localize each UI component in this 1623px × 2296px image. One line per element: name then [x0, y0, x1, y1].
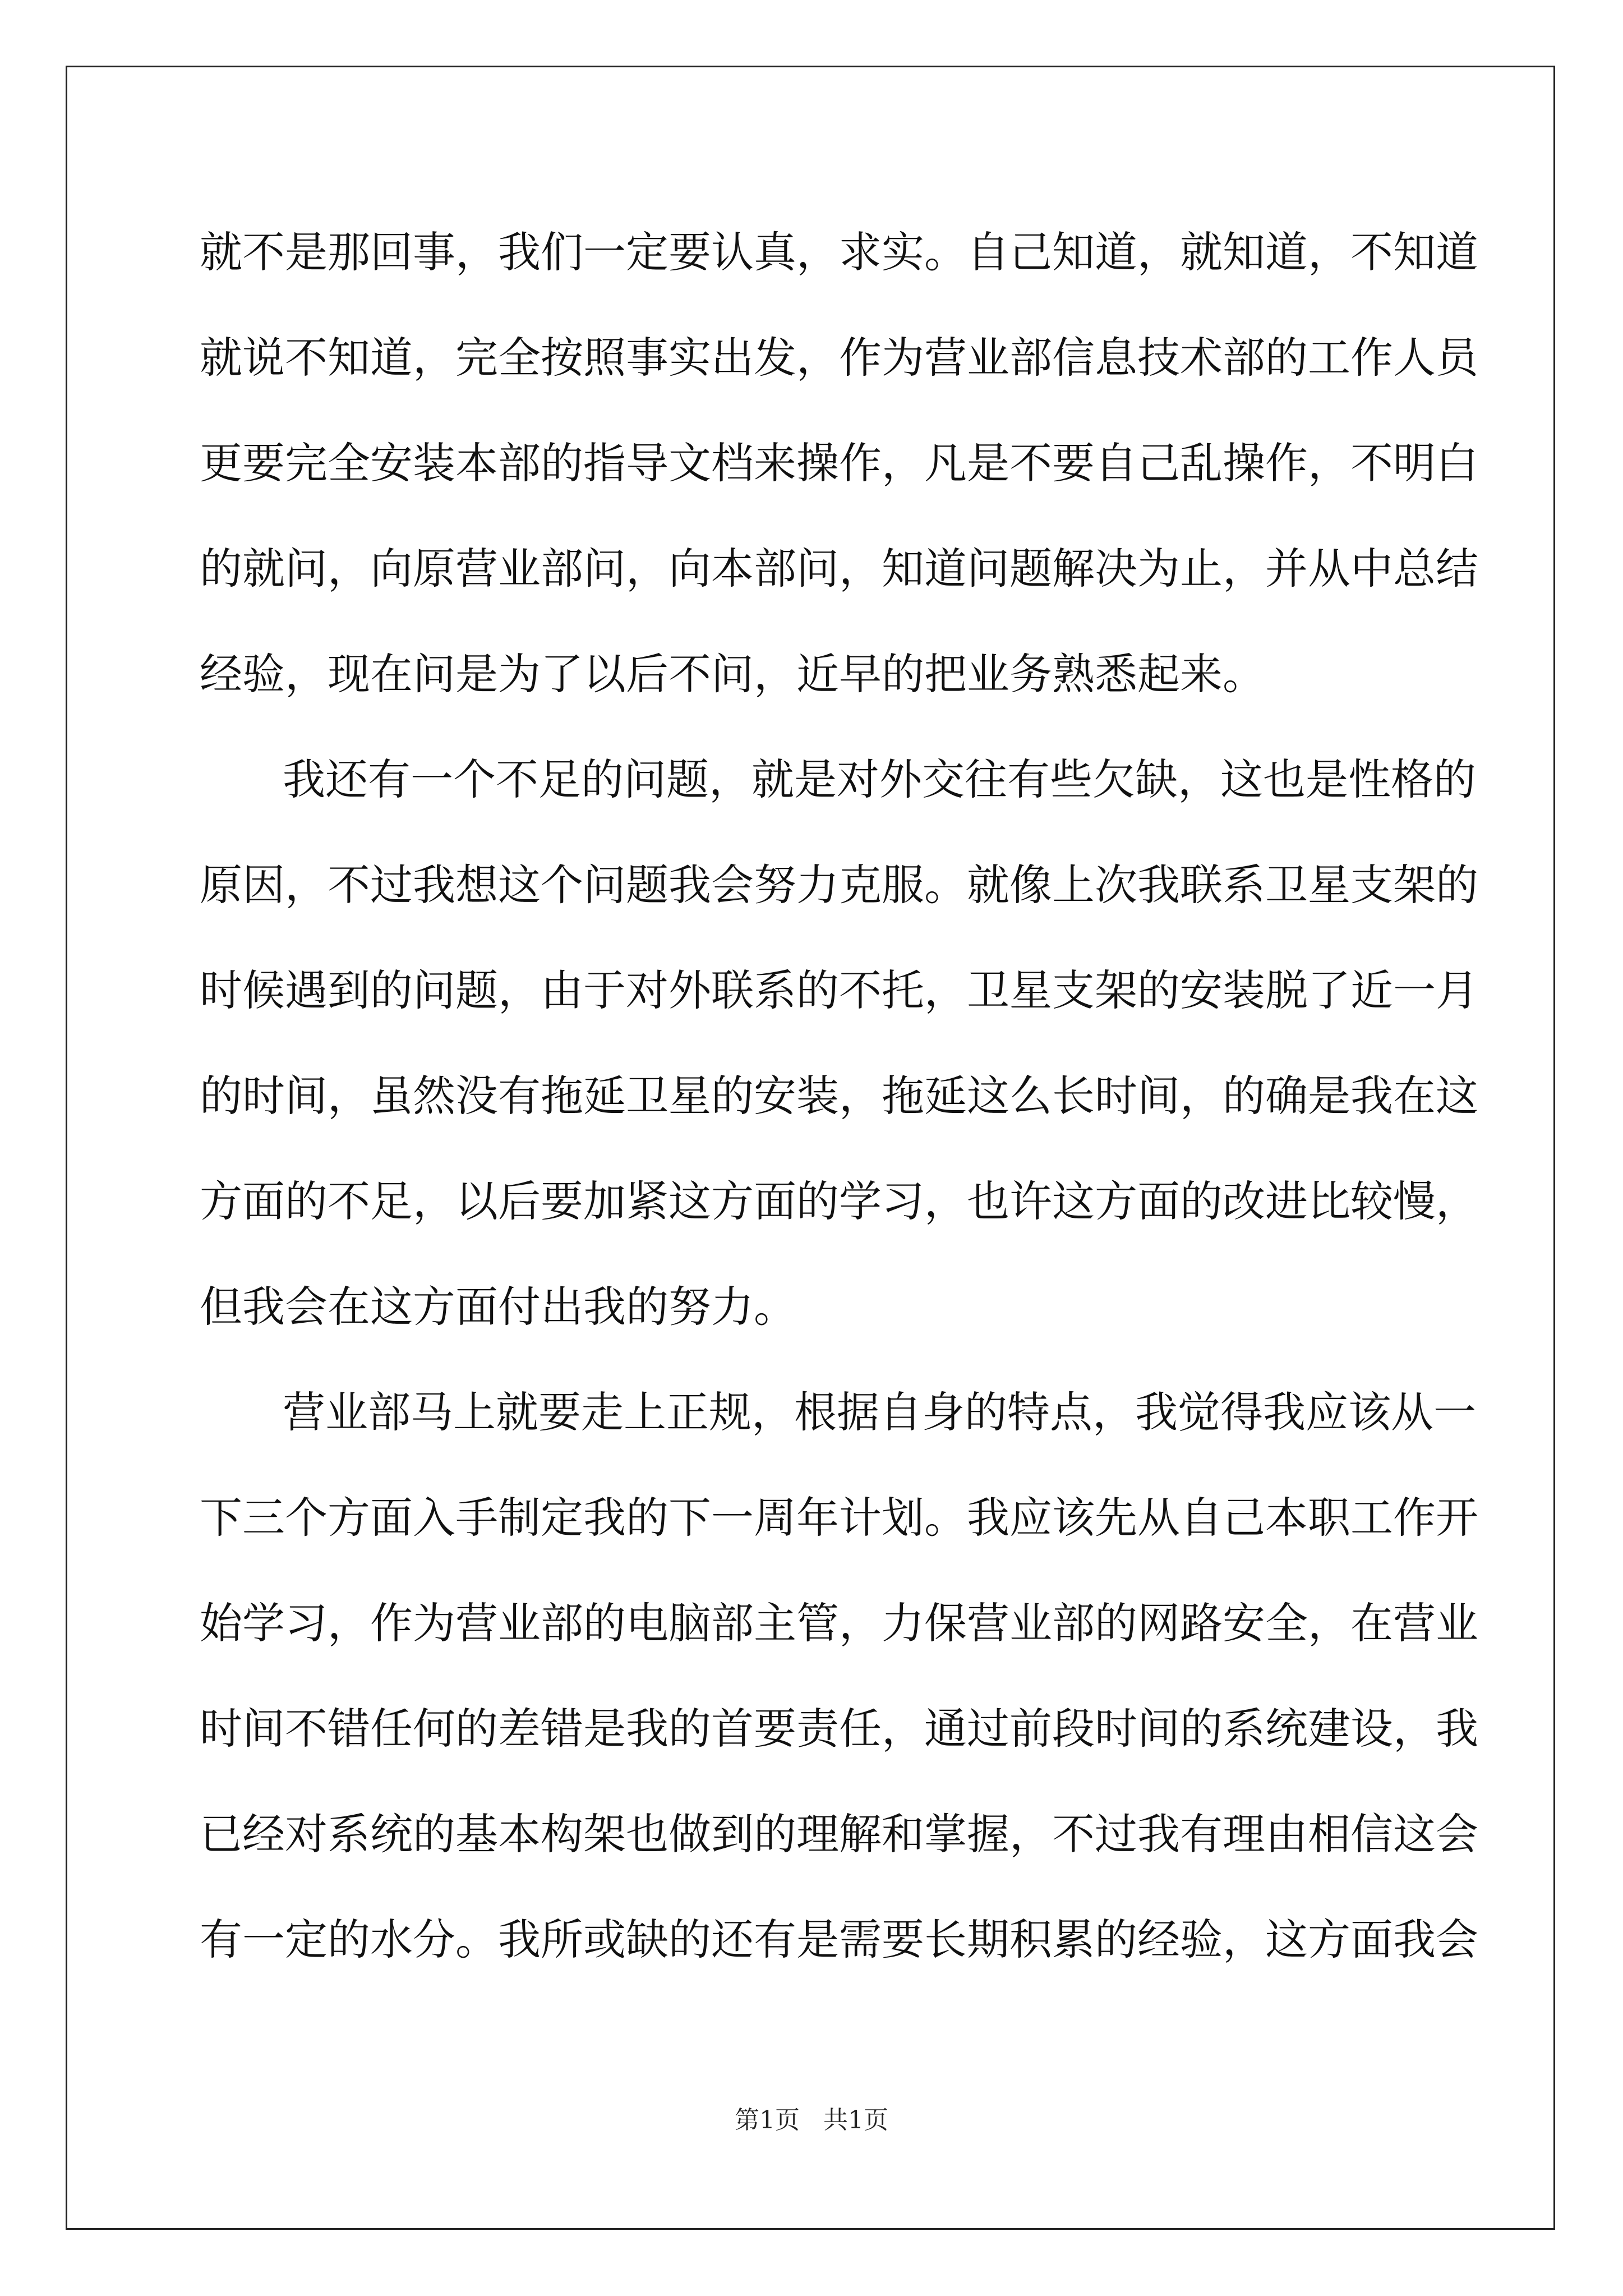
text-line: 始学习，作为营业部的电脑部主管，力保营业部的网路安全，在营业	[200, 1598, 1478, 1648]
paragraph-first-line: 我还有一个不足的问题，就是对外交往有些欠缺，这也是性格的	[283, 754, 1476, 804]
text-line: 更要完全安装本部的指导文档来操作，凡是不要自己乱操作，不明白	[200, 438, 1478, 488]
text-line: 时间不错任何的差错是我的首要责任，通过前段时间的系统建设，我	[200, 1704, 1478, 1754]
text-line: 就不是那回事，我们一定要认真，求实。自己知道，就知道，不知道	[200, 227, 1478, 277]
text-line: 已经对系统的基本构架也做到的理解和掌握，不过我有理由相信这会	[200, 1809, 1478, 1859]
text-line: 的就问，向原营业部问，向本部问，知道问题解决为止，并从中总结	[200, 544, 1478, 593]
text-line: 有一定的水分。我所或缺的还有是需要长期积累的经验，这方面我会	[200, 1915, 1478, 1964]
text-line: 的时间，虽然没有拖延卫星的安装，拖延这么长时间，的确是我在这	[200, 1071, 1478, 1121]
text-line: 经验，现在问是为了以后不问，近早的把业务熟悉起来。	[200, 649, 1265, 699]
text-line: 时候遇到的问题，由于对外联系的不托，卫星支架的安装脱了近一月	[200, 965, 1478, 1015]
text-line: 下三个方面入手制定我的下一周年计划。我应该先从自己本职工作开	[200, 1493, 1478, 1543]
paragraph-first-line: 营业部马上就要走上正规，根据自身的特点，我觉得我应该从一	[283, 1387, 1476, 1437]
text-line: 原因，不过我想这个问题我会努力克服。就像上次我联系卫星支架的	[200, 860, 1478, 910]
text-line: 方面的不足，以后要加紧这方面的学习，也许这方面的改进比较慢，	[200, 1176, 1478, 1226]
text-line: 就说不知道，完全按照事实出发，作为营业部信息技术部的工作人员	[200, 333, 1478, 383]
page-number-footer: 第1页 共1页	[735, 2106, 888, 2134]
text-line: 但我会在这方面付出我的努力。	[200, 1282, 796, 1332]
